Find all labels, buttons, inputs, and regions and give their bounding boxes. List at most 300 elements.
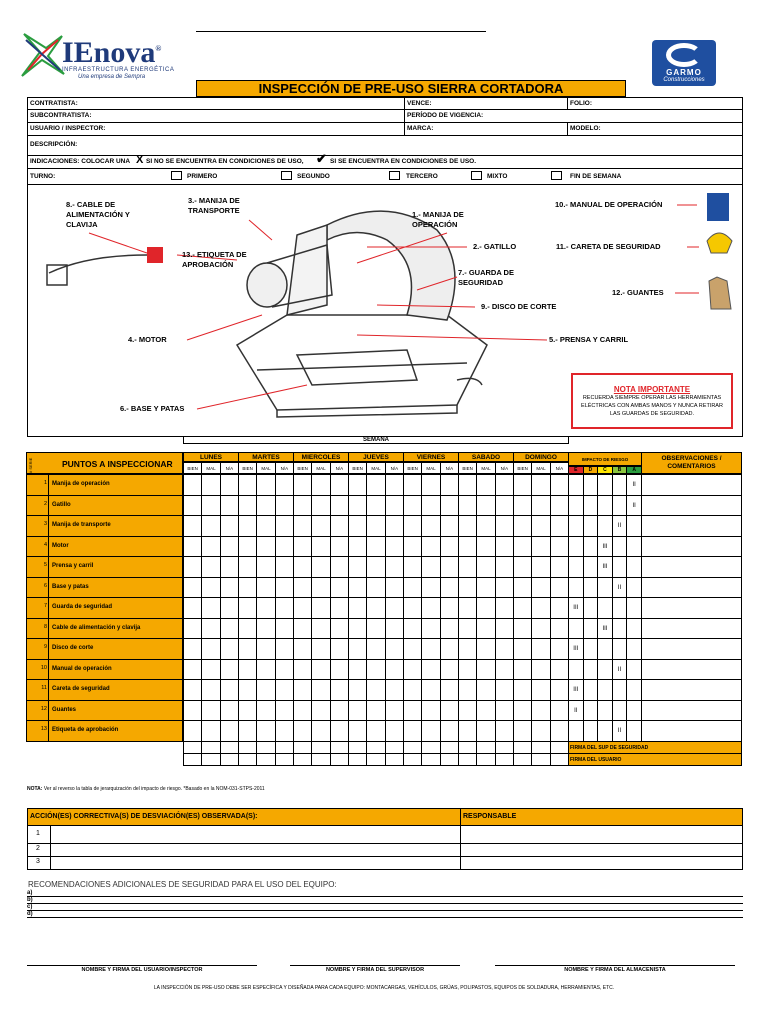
row-num-11: 12 <box>26 700 49 722</box>
check-cell-1-20 <box>550 495 569 517</box>
check-cell-0-7 <box>311 474 330 496</box>
label-segundo: SEGUNDO <box>297 173 330 180</box>
check-cell-12-17 <box>495 720 514 742</box>
check-cell-8-5 <box>275 638 294 660</box>
check-cell-1-19 <box>531 495 550 517</box>
check-cell-6-6 <box>293 597 312 619</box>
check-cell-6-8 <box>330 597 349 619</box>
check-cell-7-5 <box>275 618 294 640</box>
sub-2-0: BIEN <box>293 462 312 474</box>
check-cell-2-0 <box>183 515 202 537</box>
check-cell-1-18 <box>513 495 532 517</box>
checkbox-tercero[interactable] <box>389 171 400 180</box>
check-cell-1-1 <box>201 495 220 517</box>
checkbox-fin[interactable] <box>551 171 562 180</box>
risk-cell-11-3 <box>612 700 628 722</box>
check-cell-9-15 <box>458 659 477 681</box>
nota-footer <box>27 786 265 792</box>
risk-cell-10-3 <box>612 679 628 701</box>
nota-importante <box>571 373 733 429</box>
check-cell-4-4 <box>256 556 275 578</box>
label-careta: 11.- CARETA DE SEGURIDAD <box>556 242 661 251</box>
checkbox-mixto[interactable] <box>471 171 482 180</box>
indicaciones-b: SI NO SE ENCUENTRA EN CONDICIONES DE USO, <box>146 158 304 165</box>
check-cell-11-18 <box>513 700 532 722</box>
check-cell-5-8 <box>330 577 349 599</box>
check-cell-6-3 <box>238 597 257 619</box>
check-cell-10-3 <box>238 679 257 701</box>
risk-cell-4-1 <box>583 556 599 578</box>
check-cell-9-18 <box>513 659 532 681</box>
check-cell-4-6 <box>293 556 312 578</box>
check-cell-7-19 <box>531 618 550 640</box>
firma-supervisor: NOMBRE Y FIRMA DEL SUPERVISOR <box>325 967 425 973</box>
acciones-table <box>27 808 743 870</box>
day-6: DOMINGO <box>513 452 569 462</box>
obs-cell-8 <box>641 638 742 660</box>
check-cell-4-16 <box>476 556 495 578</box>
nota-footer-a: NOTA: <box>27 786 43 792</box>
check-cell-5-1 <box>201 577 220 599</box>
check-cell-8-20 <box>550 638 569 660</box>
check-cell-2-15 <box>458 515 477 537</box>
check-cell-3-17 <box>495 536 514 558</box>
check-cell-1-14 <box>440 495 459 517</box>
firma-usuario: NOMBRE Y FIRMA DEL USUARIO/INSPECTOR <box>81 967 203 973</box>
check-cell-7-20 <box>550 618 569 640</box>
check-cell-12-15 <box>458 720 477 742</box>
risk-cell-5-2 <box>597 577 613 599</box>
sign-cell-1-10 <box>366 753 385 766</box>
sub-4-2: N/A <box>440 462 459 474</box>
sign-cell-1-13 <box>421 753 440 766</box>
check-cell-6-16 <box>476 597 495 619</box>
sign-cell-1-5 <box>275 753 294 766</box>
check-cell-0-20 <box>550 474 569 496</box>
check-cell-2-5 <box>275 515 294 537</box>
sub-4-1: MAL <box>421 462 440 474</box>
risk-cell-8-2 <box>597 638 613 660</box>
check-cell-6-11 <box>385 597 404 619</box>
check-cell-9-6 <box>293 659 312 681</box>
check-cell-7-13 <box>421 618 440 640</box>
check-cell-1-4 <box>256 495 275 517</box>
serie-header: # SERIE <box>28 457 33 473</box>
label-modelo: MODELO: <box>570 125 601 132</box>
check-cell-5-6 <box>293 577 312 599</box>
risk-cell-9-0 <box>568 659 584 681</box>
risk-cell-9-4 <box>626 659 642 681</box>
check-cell-11-15 <box>458 700 477 722</box>
label-contratista: CONTRATISTA: <box>30 100 78 107</box>
check-cell-8-7 <box>311 638 330 660</box>
risk-cell-4-0 <box>568 556 584 578</box>
check-cell-0-16 <box>476 474 495 496</box>
check-cell-1-3 <box>238 495 257 517</box>
day-1: MARTES <box>238 452 294 462</box>
risk-cell-12-0 <box>568 720 584 742</box>
check-cell-11-4 <box>256 700 275 722</box>
check-cell-3-10 <box>366 536 385 558</box>
page-title: INSPECCIÓN DE PRE-USO SIERRA CORTADORA <box>196 80 626 97</box>
check-cell-8-1 <box>201 638 220 660</box>
day-5: SABADO <box>458 452 514 462</box>
check-cell-2-10 <box>366 515 385 537</box>
row-item-1: Gatillo <box>48 495 183 517</box>
check-cell-3-16 <box>476 536 495 558</box>
label-manija-transporte: 3.- MANIJA DE TRANSPORTE <box>188 196 240 215</box>
row-subcontratista <box>27 110 743 123</box>
sign-cell-1-15 <box>458 753 477 766</box>
risk-cell-5-3: II <box>612 577 628 599</box>
puntos-header: PUNTOS A INSPECCIONAR <box>62 459 173 469</box>
risk-cell-6-4 <box>626 597 642 619</box>
check-cell-8-3 <box>238 638 257 660</box>
check-cell-12-12 <box>403 720 422 742</box>
sub-4-0: BIEN <box>403 462 422 474</box>
checkbox-primero[interactable] <box>171 171 182 180</box>
check-cell-7-0 <box>183 618 202 640</box>
check-cell-8-0 <box>183 638 202 660</box>
check-cell-11-7 <box>311 700 330 722</box>
check-cell-2-2 <box>220 515 239 537</box>
risk-cell-6-0: III <box>568 597 584 619</box>
risk-cell-12-3: II <box>612 720 628 742</box>
check-cell-3-14 <box>440 536 459 558</box>
check-cell-5-11 <box>385 577 404 599</box>
sign-cell-1-4 <box>256 753 275 766</box>
check-cell-0-6 <box>293 474 312 496</box>
recom-c: c) <box>27 904 743 911</box>
check-cell-4-18 <box>513 556 532 578</box>
row-item-7: Cable de alimentación y clavija <box>48 618 183 640</box>
check-cell-11-13 <box>421 700 440 722</box>
check-cell-6-1 <box>201 597 220 619</box>
check-cell-9-5 <box>275 659 294 681</box>
obs-header: OBSERVACIONES / COMENTARIOS <box>641 452 742 474</box>
check-cell-0-14 <box>440 474 459 496</box>
accion-3: 3 <box>36 858 40 865</box>
indicaciones-a: INDICACIONES: COLOCAR UNA <box>30 158 131 165</box>
check-cell-3-6 <box>293 536 312 558</box>
risk-cell-7-0 <box>568 618 584 640</box>
label-base: 6.- BASE Y PATAS <box>120 404 185 413</box>
check-cell-8-18 <box>513 638 532 660</box>
check-cell-0-11 <box>385 474 404 496</box>
risk-cell-3-0 <box>568 536 584 558</box>
check-cell-11-9 <box>348 700 367 722</box>
brand-reg: ® <box>155 44 162 53</box>
risk-cell-5-0 <box>568 577 584 599</box>
check-cell-1-17 <box>495 495 514 517</box>
risk-cell-9-2 <box>597 659 613 681</box>
check-cell-6-4 <box>256 597 275 619</box>
check-cell-9-2 <box>220 659 239 681</box>
row-item-10: Careta de seguridad <box>48 679 183 701</box>
checkbox-segundo[interactable] <box>281 171 292 180</box>
risk-cell-11-2 <box>597 700 613 722</box>
check-cell-1-6 <box>293 495 312 517</box>
check-cell-0-5 <box>275 474 294 496</box>
label-manija-operacion: 1.- MANIJA DE OPERACIÓN <box>412 210 464 229</box>
recom-a: a) <box>27 890 743 897</box>
check-cell-1-5 <box>275 495 294 517</box>
recom-title: RECOMENDACIONES ADICIONALES DE SEGURIDAD PARA EL USO DEL EQUIPO: <box>28 880 337 889</box>
check-cell-5-15 <box>458 577 477 599</box>
brand-sub2: Una empresa de Sempra <box>78 74 146 80</box>
risk-C: C <box>597 466 613 474</box>
sign-cell-1-12 <box>403 753 422 766</box>
label-marca: MARCA: <box>407 125 434 132</box>
sign-cell-1-11 <box>385 753 404 766</box>
check-cell-4-14 <box>440 556 459 578</box>
check-cell-1-15 <box>458 495 477 517</box>
sign-cell-1-8 <box>330 753 349 766</box>
check-cell-9-3 <box>238 659 257 681</box>
risk-cell-0-4: II <box>626 474 642 496</box>
label-subcontratista: SUBCONTRATISTA: <box>30 112 92 119</box>
check-cell-9-1 <box>201 659 220 681</box>
check-cell-4-3 <box>238 556 257 578</box>
risk-cell-3-2: III <box>597 536 613 558</box>
check-cell-10-1 <box>201 679 220 701</box>
row-num-6: 7 <box>26 597 49 619</box>
day-4: VIERNES <box>403 452 459 462</box>
acciones-resp: RESPONSABLE <box>463 813 517 820</box>
check-cell-6-19 <box>531 597 550 619</box>
check-cell-9-20 <box>550 659 569 681</box>
check-cell-12-6 <box>293 720 312 742</box>
check-cell-0-9 <box>348 474 367 496</box>
sign-line-3 <box>495 965 735 966</box>
sub-2-2: N/A <box>330 462 349 474</box>
check-cell-9-4 <box>256 659 275 681</box>
sub-6-2: N/A <box>550 462 569 474</box>
brand-sub: INFRAESTRUCTURA ENERGÉTICA <box>62 67 175 73</box>
check-cell-4-8 <box>330 556 349 578</box>
check-cell-9-16 <box>476 659 495 681</box>
check-cell-5-4 <box>256 577 275 599</box>
risk-cell-3-1 <box>583 536 599 558</box>
row-item-0: Manija de operación <box>48 474 183 496</box>
check-cell-10-8 <box>330 679 349 701</box>
row-num-7: 8 <box>26 618 49 640</box>
sign-cell-1-3 <box>238 753 257 766</box>
risk-E: E <box>568 466 584 474</box>
indicaciones-c: SI SE ENCUENTRA EN CONDICIONES DE USO. <box>330 158 477 165</box>
sign-cell-1-20 <box>550 753 569 766</box>
row-num-9: 10 <box>26 659 49 681</box>
sign-cell-1-19 <box>531 753 550 766</box>
check-cell-8-15 <box>458 638 477 660</box>
row-num-0: 1 <box>26 474 49 496</box>
risk-cell-12-1 <box>583 720 599 742</box>
check-cell-10-13 <box>421 679 440 701</box>
check-cell-6-14 <box>440 597 459 619</box>
brand-name: IEnova <box>62 36 156 69</box>
check-cell-1-7 <box>311 495 330 517</box>
label-manual: 10.- MANUAL DE OPERACIÓN <box>555 200 663 209</box>
risk-cell-1-0 <box>568 495 584 517</box>
check-cell-4-19 <box>531 556 550 578</box>
risk-cell-10-1 <box>583 679 599 701</box>
risk-cell-11-4 <box>626 700 642 722</box>
check-cell-10-6 <box>293 679 312 701</box>
risk-cell-8-4 <box>626 638 642 660</box>
check-cell-3-8 <box>330 536 349 558</box>
check-cell-6-0 <box>183 597 202 619</box>
check-cell-10-17 <box>495 679 514 701</box>
obs-cell-6 <box>641 597 742 619</box>
check-cell-0-3 <box>238 474 257 496</box>
sign-cell-1-14 <box>440 753 459 766</box>
label-prensa: 5.- PRENSA Y CARRIL <box>549 335 629 344</box>
check-cell-12-5 <box>275 720 294 742</box>
check-cell-2-8 <box>330 515 349 537</box>
risk-cell-5-4 <box>626 577 642 599</box>
sign-cell-1-16 <box>476 753 495 766</box>
check-cell-3-2 <box>220 536 239 558</box>
label-guantes: 12.- GUANTES <box>612 288 664 297</box>
check-cell-5-14 <box>440 577 459 599</box>
check-cell-6-17 <box>495 597 514 619</box>
check-cell-8-2 <box>220 638 239 660</box>
row-num-2: 3 <box>26 515 49 537</box>
sign-cell-1-17 <box>495 753 514 766</box>
row-num-4: 5 <box>26 556 49 578</box>
check-cell-7-8 <box>330 618 349 640</box>
risk-cell-9-1 <box>583 659 599 681</box>
risk-B: B <box>612 466 628 474</box>
check-cell-4-12 <box>403 556 422 578</box>
garmo-sub: Construcciones <box>663 77 705 83</box>
row-item-6: Guarda de seguridad <box>48 597 183 619</box>
risk-cell-7-4 <box>626 618 642 640</box>
garmo-name: GARMO <box>666 68 702 77</box>
risk-cell-1-2 <box>597 495 613 517</box>
check-cell-7-9 <box>348 618 367 640</box>
check-cell-10-2 <box>220 679 239 701</box>
risk-cell-4-2: III <box>597 556 613 578</box>
garmo-g-icon <box>666 43 702 67</box>
check-cell-7-17 <box>495 618 514 640</box>
check-cell-1-9 <box>348 495 367 517</box>
check-cell-12-9 <box>348 720 367 742</box>
check-cell-12-10 <box>366 720 385 742</box>
nota-body: RECUERDA SIEMPRE OPERAR LAS HERRAMIENTAS ELÉCTRICAS CON AMBAS MANOS Y NUNCA RETIRAR LAS GUARDAS DE SEGURIDAD. <box>581 395 723 417</box>
check-cell-6-13 <box>421 597 440 619</box>
obs-cell-0 <box>641 474 742 496</box>
check-cell-5-12 <box>403 577 422 599</box>
sub-0-2: N/A <box>220 462 239 474</box>
check-cell-8-10 <box>366 638 385 660</box>
check-cell-5-20 <box>550 577 569 599</box>
check-cell-1-10 <box>366 495 385 517</box>
risk-cell-7-1 <box>583 618 599 640</box>
check-cell-12-16 <box>476 720 495 742</box>
obs-cell-10 <box>641 679 742 701</box>
check-cell-9-10 <box>366 659 385 681</box>
check-cell-2-11 <box>385 515 404 537</box>
check-cell-11-3 <box>238 700 257 722</box>
check-cell-8-8 <box>330 638 349 660</box>
risk-cell-6-2 <box>597 597 613 619</box>
row-num-10: 11 <box>26 679 49 701</box>
obs-cell-9 <box>641 659 742 681</box>
check-cell-10-5 <box>275 679 294 701</box>
risk-cell-6-3 <box>612 597 628 619</box>
check-cell-3-15 <box>458 536 477 558</box>
check-cell-5-5 <box>275 577 294 599</box>
obs-cell-7 <box>641 618 742 640</box>
label-periodo: PERÍODO DE VIGENCIA: <box>407 112 484 119</box>
check-cell-11-11 <box>385 700 404 722</box>
check-cell-3-3 <box>238 536 257 558</box>
check-cell-2-12 <box>403 515 422 537</box>
check-cell-1-13 <box>421 495 440 517</box>
check-cell-6-12 <box>403 597 422 619</box>
check-cell-0-19 <box>531 474 550 496</box>
check-cell-9-14 <box>440 659 459 681</box>
risk-D: D <box>583 466 599 474</box>
risk-cell-2-2 <box>597 515 613 537</box>
risk-cell-0-2 <box>597 474 613 496</box>
check-cell-3-11 <box>385 536 404 558</box>
accion-2: 2 <box>36 845 40 852</box>
day-3: JUEVES <box>348 452 404 462</box>
check-cell-0-10 <box>366 474 385 496</box>
check-cell-9-17 <box>495 659 514 681</box>
sub-2-1: MAL <box>311 462 330 474</box>
check-cell-3-13 <box>421 536 440 558</box>
check-cell-10-12 <box>403 679 422 701</box>
risk-cell-2-4 <box>626 515 642 537</box>
check-cell-5-9 <box>348 577 367 599</box>
row-indicaciones <box>27 151 743 169</box>
ienova-logo <box>62 36 161 70</box>
check-cell-1-2 <box>220 495 239 517</box>
check-cell-3-19 <box>531 536 550 558</box>
check-cell-11-6 <box>293 700 312 722</box>
check-cell-8-12 <box>403 638 422 660</box>
check-cell-0-2 <box>220 474 239 496</box>
check-cell-4-2 <box>220 556 239 578</box>
label-fin: FIN DE SEMANA <box>570 173 622 180</box>
check-cell-2-16 <box>476 515 495 537</box>
check-cell-8-16 <box>476 638 495 660</box>
top-line <box>196 31 486 32</box>
check-cell-9-9 <box>348 659 367 681</box>
risk-cell-0-1 <box>583 474 599 496</box>
check-cell-10-20 <box>550 679 569 701</box>
check-cell-4-10 <box>366 556 385 578</box>
check-cell-7-16 <box>476 618 495 640</box>
check-cell-6-10 <box>366 597 385 619</box>
check-cell-12-4 <box>256 720 275 742</box>
firma-usr: FIRMA DEL USUARIO <box>568 753 742 766</box>
check-cell-9-8 <box>330 659 349 681</box>
sign-cell-1-0 <box>183 753 202 766</box>
risk-cell-5-1 <box>583 577 599 599</box>
garmo-logo <box>652 40 716 86</box>
check-cell-3-0 <box>183 536 202 558</box>
row-item-3: Motor <box>48 536 183 558</box>
label-folio: FOLIO: <box>570 100 593 107</box>
sign-line-2 <box>290 965 460 966</box>
check-cell-12-8 <box>330 720 349 742</box>
check-cell-8-11 <box>385 638 404 660</box>
check-cell-7-14 <box>440 618 459 640</box>
